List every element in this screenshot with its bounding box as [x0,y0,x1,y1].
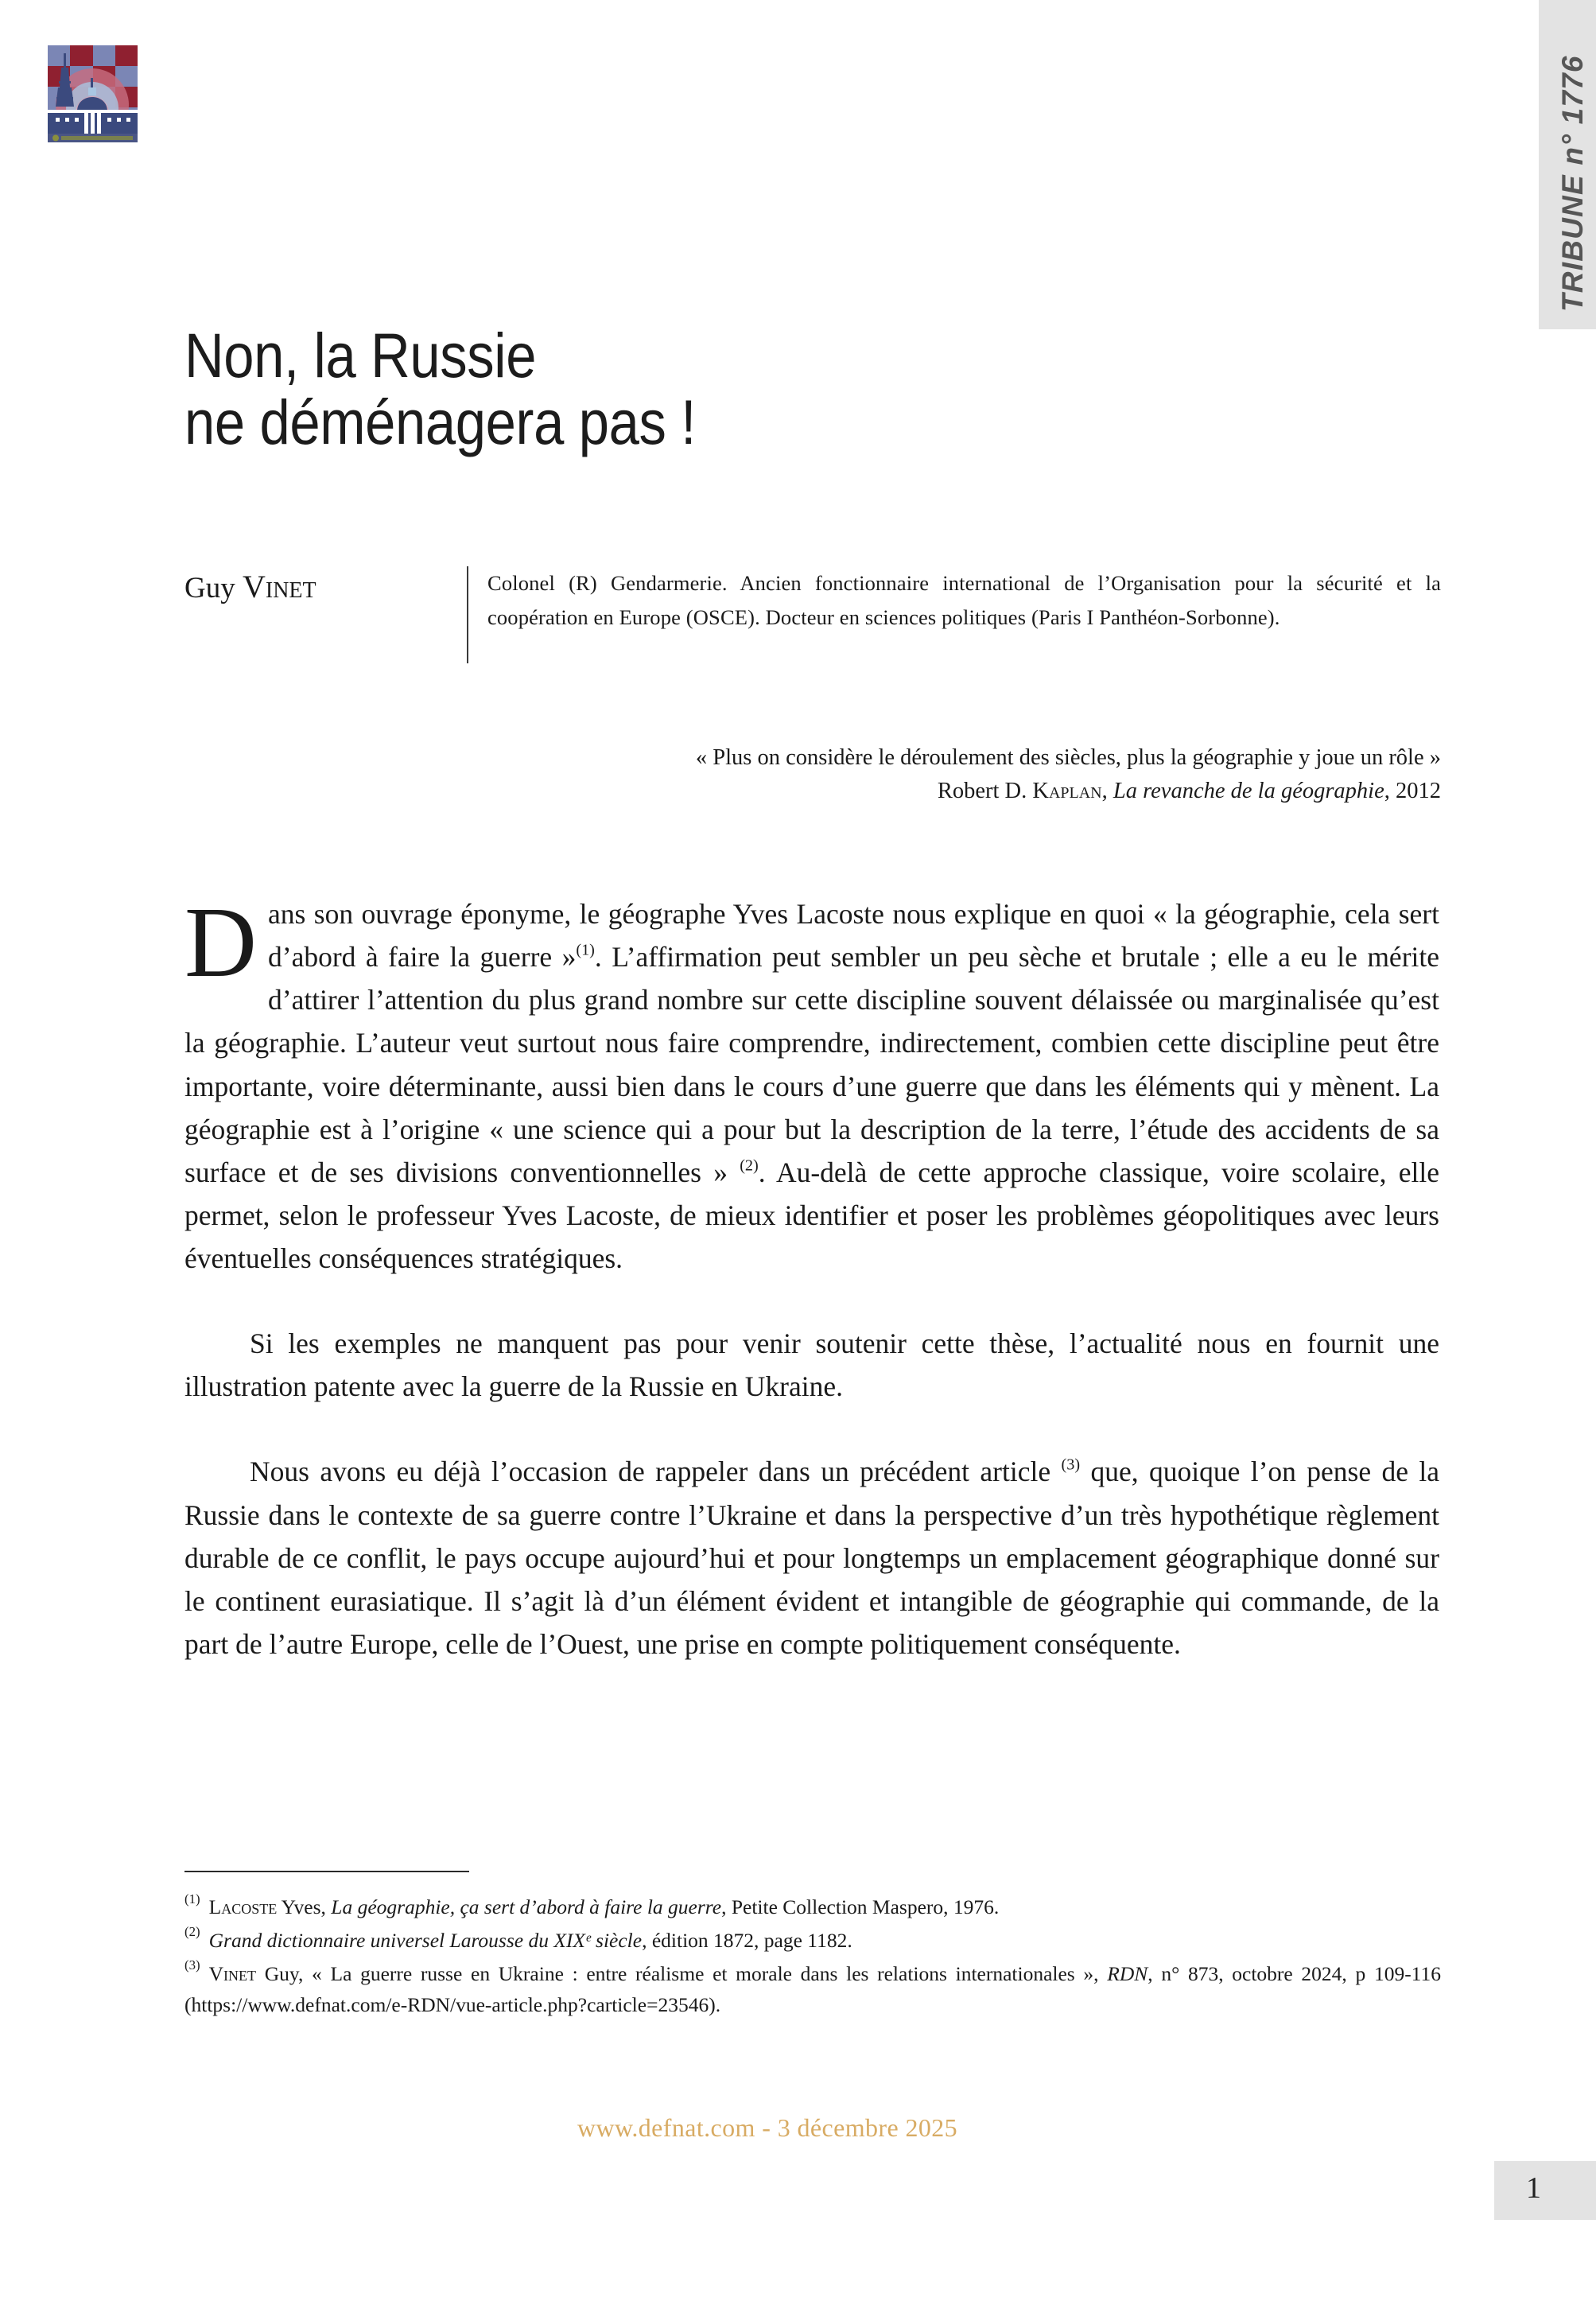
author-last-name: Vinet [242,569,316,604]
logo-rights-strip [48,134,138,142]
paragraph-3 [184,1450,1439,1666]
tribune-banner-label: TRIBUNE n° 1776 [1556,55,1589,312]
footnote-author-rest-1: Yves, [277,1895,332,1918]
logo-building-base [48,110,138,134]
epigraph-work-title: La revanche de la géographie [1113,779,1384,804]
footnote-author-rest-3: Guy, « La guerre russe en Ukraine : entre réalisme et morale dans les relations internationales », [256,1961,1108,1985]
tribune-banner [1539,0,1596,329]
page-title-line-2: ne déménagera pas ! [184,386,696,457]
footnote-rest-2: , édition 1872, page 1182. [642,1928,852,1952]
footnote-author-1: Lacoste [208,1895,278,1918]
epigraph-year: , 2012 [1384,779,1441,804]
paragraph-3-part-b: que, quoique l’on pense de la Russie dans le contexte de sa guerre contre l’Ukraine et dans la perspective d’un très hypothétique règlement durable de ce conflit, le pays occupe aujourd’hui et pour longtemps un emplacement géographique donné sur le continent eurasiatique. Il s’agit là d’un élément évident et intangible de géographie qui commande, de la part de l’autre Europe, celle de l’Ouest, une prise en compte politiquement conséquente. [184,1456,1439,1660]
author-first-name: Guy [184,572,243,604]
footnote-item-3 [184,1958,1441,2022]
footnote-item-2 [184,1925,1441,1957]
epigraph [184,741,1441,808]
page-number-box [1494,2161,1596,2220]
epigraph-quote: « Plus on considère le déroulement des siècles, plus la géographie y joue un rôle » [695,745,1441,770]
article-body [184,888,1439,1666]
footnote-rest-3: , n° 873, octobre 2024, p 109-116 (https://www.defnat.com/e-RDN/vue-article.php?carticle=23546). [184,1961,1441,2017]
epigraph-sep: , [1101,779,1113,804]
footnote-rest-1: , Petite Collection Maspero, 1976. [721,1895,1000,1918]
page-number: 1 [1526,2171,1541,2205]
epigraph-author-prefix: Robert D. [937,779,1033,804]
epigraph-author-name: Kaplan [1032,779,1102,804]
footnote-marker-3: (3) [184,1957,200,1973]
footnote-marker-1: (1) [184,1891,200,1906]
footnote-title-2: Grand dictionnaire universel Larousse du XIXᵉ siècle [208,1928,643,1952]
footnote-marker-2: (2) [184,1924,200,1940]
footnote-ref-1[interactable]: (1) [576,941,595,959]
footnote-separator-rule [184,1871,469,1872]
footnote-title-3: RDN [1107,1961,1148,1985]
paragraph-2: Si les exemples ne manquent pas pour venir soutenir cette thèse, l’actualité nous en fournit une illustration patente avec la guerre de la Russie en Ukraine. [184,1327,1439,1403]
footnote-ref-3[interactable]: (3) [1061,1456,1081,1474]
footnote-ref-2[interactable]: (2) [740,1156,759,1175]
page-footer: www.defnat.com - 3 décembre 2025 [577,2113,958,2142]
paragraph-1: D ans son ouvrage éponyme, le géographe Yves Lacoste nous explique en quoi « la géographie, cela sert d’abord à faire la guerre »$^{(1)}$. L’affirmation peut sembler un peu sèche et brutale ; elle a eu le mérite d’attirer l’attention du plus grand nombre sur cette discipline souvent délaissée ou marginalisée qu’est la géographie. L’auteur veut surtout nous faire comprendre, indirectement, combien cette discipline peut être importante, voire déterminante, aussi bien dans le cours d’une guerre que dans les éléments qui y mènent. La géographie est à l’origine « une science qui a pour but la description de la terre, l’étude des accidents de sa surface et de ses divisions conventionnelles » $^{(2)}$. Au-delà de cette approche classique, voire scolaire, elle permet, selon le professeur Yves Lacoste, de mieux identifier et poser les problèmes géopolitiques avec leurs éventuelles conséquences stratégiques. [184,888,1439,1274]
footnotes-section [184,1871,1441,2023]
page-title-line-1: Non, la Russie [184,319,537,391]
logo-artwork [45,43,140,142]
footnote-title-1: La géographie, ça sert d’abord à faire la guerre [331,1895,722,1918]
paragraph-1-part-c: . Au-delà de cette approche classique, voire scolaire, elle permet, selon le professeur Yves Lacoste, de mieux identifier et poser les problèmes géopolitiques avec leurs éventuelles conséquences stratégiques. [184,1156,1439,1274]
paragraph-1-part-a: ans son ouvrage éponyme, le géographe Yves Lacoste nous explique en quoi « la géographie, cela sert d’abord à faire la guerre » [268,898,1439,974]
revue-defense-nationale-logo [45,43,140,142]
paragraph-1-part-b: . L’affirmation peut sembler un peu sèche et brutale ; elle a eu le mérite d’attirer l’attention du plus grand nombre sur cette discipline souvent délaissée ou marginalisée qu’est la géographie. L’auteur veut surtout nous faire comprendre, indirectement, combien cette discipline peut être importante, voire déterminante, aussi bien dans le cours d’une guerre que dans les éléments qui y mènent. La géographie est à l’origine « une science qui a pour but la description de la terre, l’étude des accidents de sa surface et de ses divisions conventionnelles » [184,941,1439,1188]
author-name [184,566,467,606]
footnote-author-3: Vinet [208,1961,257,1985]
paragraph-3-part-a: Nous avons eu déjà l’occasion de rappeler dans un précédent article [250,1456,1062,1488]
epigraph-attribution [184,775,1441,808]
author-block [184,566,1441,663]
page-title [184,319,1153,457]
footnote-item-1 [184,1891,1441,1923]
author-bio: Colonel (R) Gendarmerie. Ancien fonctionnaire international de l’Organisation pour la sécurité et la coopération en Europe (OSCE). Docteur en sciences politiques (Paris I Panthéon-Sorbonne). [487,571,1441,629]
